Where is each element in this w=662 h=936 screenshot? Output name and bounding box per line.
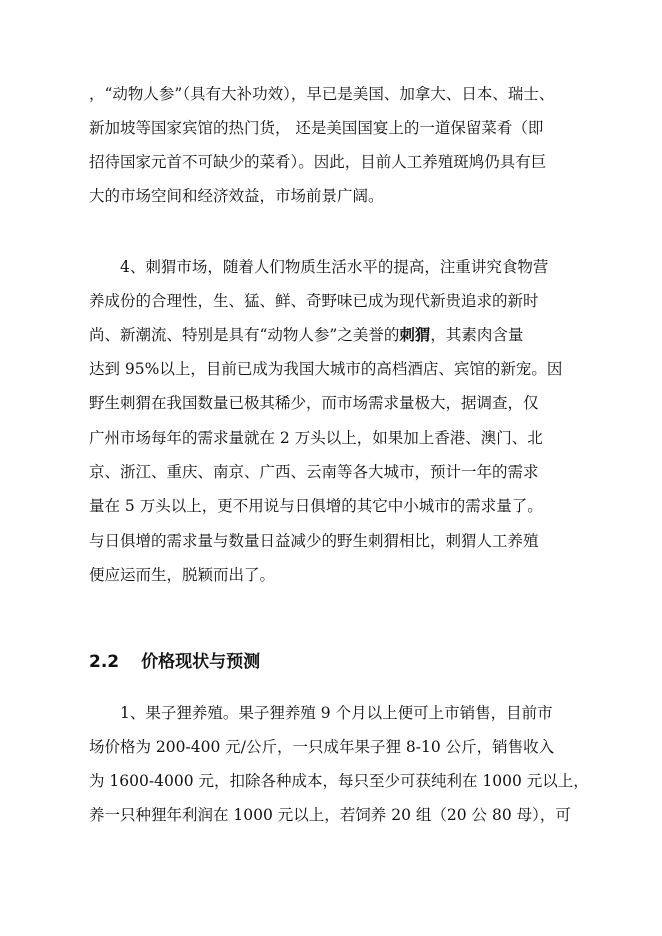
section-heading — [89, 651, 260, 673]
paragraph-2-line-4: 达到 95%以上，目前已成为我国大城市的高档酒店、宾馆的新宠。因 — [89, 360, 563, 378]
paragraph-2-line-8: 量在 5 万头以上，更不用说与日俱增的其它中小城市的需求量了。 — [89, 497, 543, 515]
paragraph-2-line-3-text-after: ，其素肉含量 — [430, 326, 524, 344]
paragraph-1-line-3: 招待国家元首不可缺少的菜肴）。因此，目前人工养殖斑鸠仍具有巨 — [89, 153, 547, 171]
paragraph-2-line-10: 便应运而生，脱颖而出了。 — [89, 566, 276, 584]
paragraph-3-line-3: 为 1600-4000 元，扣除各种成本，每只至少可获纯利在 1000 元以上， — [89, 772, 589, 790]
paragraph-2-line-6: 广州市场每年的需求量就在 2 万头以上，如果加上香港、澳门、北 — [89, 429, 543, 447]
section-number: 2.2 — [89, 652, 120, 672]
paragraph-2-line-9: 与日俱增的需求量与数量日益减少的野生刺猬相比，刺猬人工养殖 — [89, 532, 539, 550]
paragraph-2-line-5: 野生刺猬在我国数量已极其稀少，而市场需求量极大，据调查，仅 — [89, 394, 539, 412]
paragraph-2-bold-term: 刺猬 — [399, 325, 431, 344]
paragraph-1-line-2: 新加坡等国家宾馆的热门货， 还是美国国宴上的一道保留菜肴（即 — [89, 119, 544, 137]
section-title: 价格现状与预测 — [141, 652, 261, 672]
paragraph-1-line-1: ，“动物人参”（具有大补功效），早已是美国、加拿大、日本、瑞士、 — [89, 85, 555, 103]
paragraph-2-line-1: 4、刺猬市场，随着人们物质生活水平的提高，注重讲究食物营 — [120, 258, 549, 276]
paragraph-3-line-4: 养一只种狸年利润在 1000 元以上，若饲养 20 组（20 公 80 母），可 — [89, 806, 571, 824]
paragraph-2-line-7: 京、浙江、重庆、南京、广西、云南等各大城市，预计一年的需求 — [89, 463, 539, 481]
paragraph-1-line-4: 大的市场空间和经济效益，市场前景广阔。 — [89, 187, 384, 205]
paragraph-2-line-3 — [89, 325, 523, 345]
paragraph-3-line-2: 场价格为 200-400 元/公斤，一只成年果子狸 8-10 公斤，销售收入 — [89, 738, 555, 756]
paragraph-3-line-1: 1、果子狸养殖。果子狸养殖 9 个月以上便可上市销售，目前市 — [120, 704, 553, 722]
paragraph-2-line-2: 养成份的合理性，生、猛、鲜、奇野味已成为现代新贵追求的新时 — [89, 292, 539, 310]
paragraph-2-line-3-text-before: 尚、新潮流、特别是具有“动物人参”之美誉的 — [89, 326, 400, 344]
